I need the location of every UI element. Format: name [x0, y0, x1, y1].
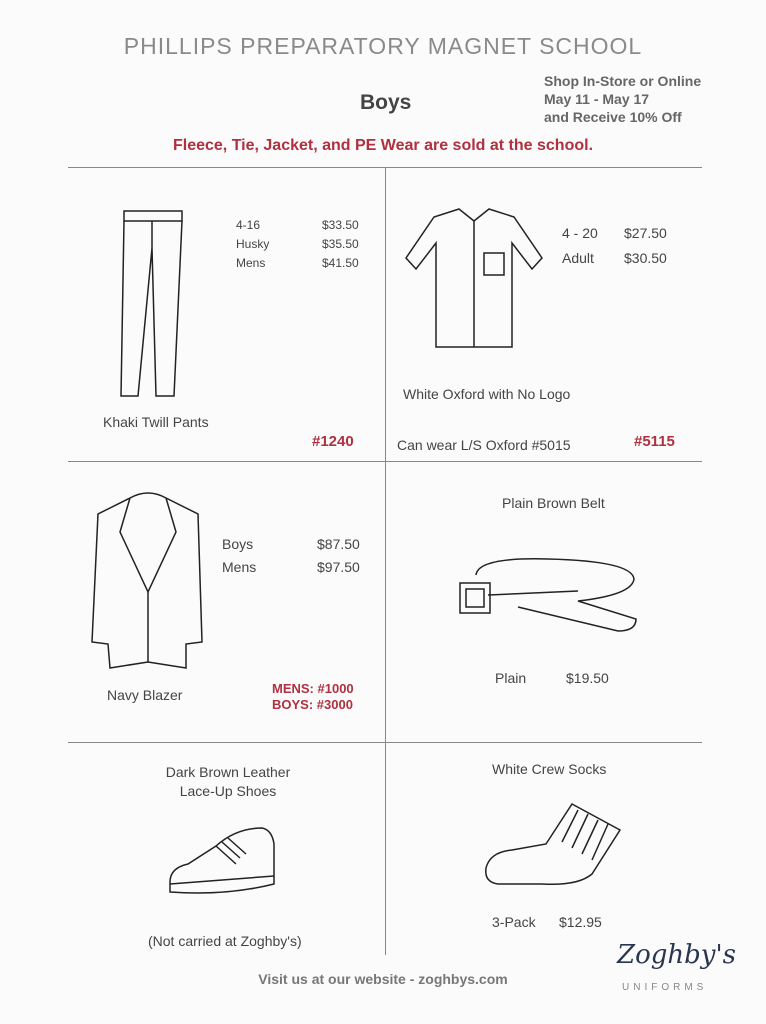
blazer-name: Navy Blazer	[107, 687, 183, 703]
size-label: Adult	[562, 250, 594, 266]
shirt-name: White Oxford with No Logo	[403, 386, 571, 402]
size-label: Mens	[236, 256, 266, 270]
size-label: Husky	[236, 237, 270, 251]
socks-size: 3-Pack	[492, 914, 536, 930]
belt-price: $19.50	[566, 670, 609, 686]
name-line: Lace-Up Shoes	[179, 783, 277, 799]
code: BOYS: #3000	[272, 697, 353, 712]
size-label: Mens	[222, 559, 257, 575]
blazer-icon	[90, 492, 206, 672]
price: $33.50	[322, 218, 359, 232]
size-label: 4 - 20	[562, 225, 598, 241]
socks-price: $12.95	[559, 914, 602, 930]
belt-size: Plain	[495, 670, 527, 686]
school-sold-note: Fleece, Tie, Jacket, and PE Wear are sold at the school.	[172, 137, 594, 154]
section-title: Boys	[360, 91, 412, 114]
shoe-icon	[166, 824, 280, 898]
divider	[385, 167, 386, 955]
pants-sizes	[236, 216, 269, 273]
promo-line: Shop In-Store or Online	[544, 73, 702, 89]
promo-line: and Receive 10% Off	[544, 109, 682, 125]
pants-code: #1240	[312, 433, 354, 450]
price: $27.50	[624, 225, 667, 241]
blazer-codes	[272, 681, 354, 713]
shirt-alt-note: Can wear L/S Oxford #5015	[397, 437, 571, 453]
socks-name: White Crew Socks	[492, 761, 607, 777]
website-text: Visit us at our website - zoghbys.com	[258, 971, 508, 987]
school-title: PHILLIPS PREPARATORY MAGNET SCHOOL	[123, 33, 643, 59]
size-label: Boys	[222, 536, 254, 552]
belt-name: Plain Brown Belt	[502, 495, 605, 511]
shirt-prices	[624, 221, 667, 271]
shoes-name	[148, 763, 308, 801]
pants-name: Khaki Twill Pants	[103, 414, 209, 430]
logo-subtitle: UNIFORMS	[622, 982, 708, 993]
promo-text	[544, 72, 701, 126]
shirt-code: #5115	[634, 433, 675, 450]
pants-icon	[118, 208, 188, 400]
belt-icon	[458, 555, 638, 635]
shoes-note: (Not carried at Zoghby's)	[148, 933, 302, 949]
zoghbys-logo: Zoghby's	[617, 940, 736, 970]
pants-prices	[322, 216, 359, 273]
size-label: 4-16	[236, 218, 261, 232]
price: $97.50	[317, 559, 360, 575]
price: $41.50	[322, 256, 359, 270]
blazer-prices	[317, 533, 360, 579]
price: $87.50	[317, 536, 360, 552]
code: MENS: #1000	[272, 681, 354, 696]
price: $35.50	[322, 237, 359, 251]
shirt-icon	[404, 203, 544, 351]
shirt-sizes	[562, 221, 598, 271]
promo-line: May 11 - May 17	[544, 91, 650, 107]
sock-icon	[482, 800, 624, 888]
blazer-sizes	[222, 533, 256, 579]
price: $30.50	[624, 250, 667, 266]
name-line: Dark Brown Leather	[165, 764, 291, 780]
